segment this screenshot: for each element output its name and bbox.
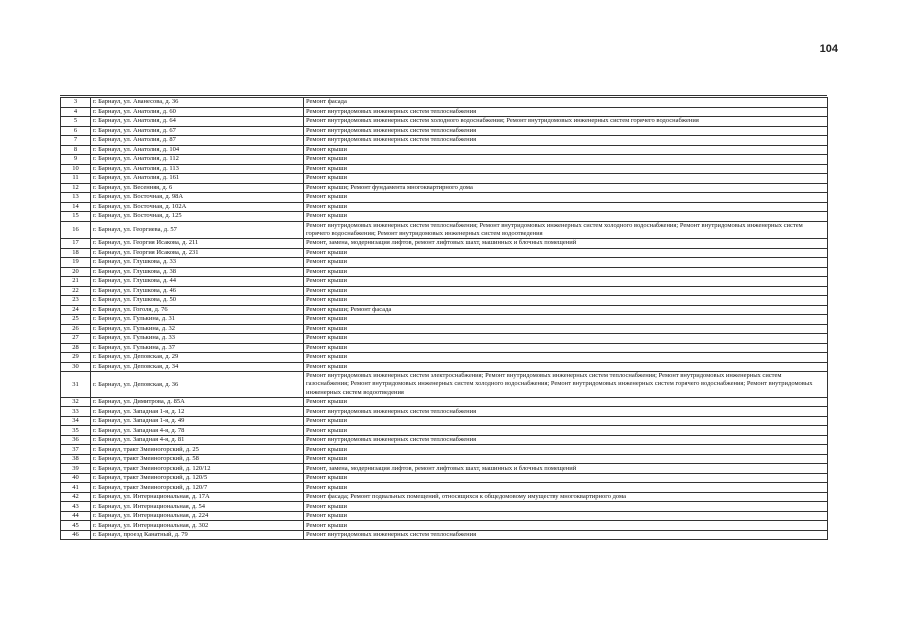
table-row [61, 155, 828, 165]
address-cell: г. Барнаул, ул. Западная 4-я, д. 81 [91, 435, 304, 445]
table-row [61, 445, 828, 455]
row-number-cell: 37 [61, 445, 91, 455]
page-number: 104 [819, 43, 838, 55]
address-cell: г. Барнаул, ул. Анатолия, д. 113 [91, 164, 304, 174]
table-row [61, 164, 828, 174]
address-cell: г. Барнаул, ул. Гулькина, д. 37 [91, 343, 304, 353]
works-cell: Ремонт крыши; Ремонт фасада [304, 305, 828, 315]
row-number-cell: 14 [61, 202, 91, 212]
row-number-cell: 25 [61, 315, 91, 325]
works-cell: Ремонт внутридомовых инженерных систем теплоснабжения [304, 107, 828, 117]
row-number-cell: 21 [61, 277, 91, 287]
row-number-cell: 18 [61, 248, 91, 258]
repair-register-table [60, 97, 828, 540]
table-row [61, 98, 828, 108]
table-row [61, 353, 828, 363]
table-row [61, 117, 828, 127]
table-row [61, 145, 828, 155]
address-cell: г. Барнаул, ул. Деповская, д. 29 [91, 353, 304, 363]
table-row [61, 212, 828, 222]
table-row [61, 202, 828, 212]
works-cell: Ремонт крыши [304, 483, 828, 493]
row-number-cell: 41 [61, 483, 91, 493]
address-cell: г. Барнаул, ул. Георгиева, д. 57 [91, 221, 304, 239]
table-row [61, 305, 828, 315]
row-number-cell: 33 [61, 407, 91, 417]
works-cell: Ремонт, замена, модернизация лифтов, ремонт лифтовых шахт, машинных и блочных помещений [304, 464, 828, 474]
table-row [61, 372, 828, 398]
works-cell: Ремонт крыши [304, 454, 828, 464]
address-cell: г. Барнаул, ул. Интернациональная, д. 224 [91, 511, 304, 521]
row-number-cell: 11 [61, 174, 91, 184]
works-cell: Ремонт, замена, модернизация лифтов, ремонт лифтовых шахт, машинных и блочных помещений [304, 239, 828, 249]
address-cell: г. Барнаул, ул. Интернациональная, д. 17А [91, 492, 304, 502]
address-cell: г. Барнаул, ул. Западная 4-я, д. 78 [91, 426, 304, 436]
table-row [61, 435, 828, 445]
address-cell: г. Барнаул, ул. Гулькина, д. 31 [91, 315, 304, 325]
works-cell: Ремонт крыши [304, 212, 828, 222]
row-number-cell: 36 [61, 435, 91, 445]
table-row [61, 258, 828, 268]
table-row [61, 193, 828, 203]
works-cell: Ремонт крыши [304, 277, 828, 287]
address-cell: г. Барнаул, ул. Гоголя, д. 76 [91, 305, 304, 315]
address-cell: г. Барнаул, ул. Аванесова, д. 36 [91, 98, 304, 108]
works-cell: Ремонт крыши [304, 502, 828, 512]
row-number-cell: 30 [61, 362, 91, 372]
address-cell: г. Барнаул, ул. Анатолия, д. 67 [91, 126, 304, 136]
row-number-cell: 17 [61, 239, 91, 249]
table-top-rule [60, 95, 827, 96]
row-number-cell: 39 [61, 464, 91, 474]
works-cell: Ремонт внутридомовых инженерных систем теплоснабжения; Ремонт внутридомовых инженерных систем холодного водоснабжения; Ремонт внутридомовых инженерных систем горячего водоснабжения; Ремонт внутридомовых инженерных систем водоотведения [304, 221, 828, 239]
row-number-cell: 32 [61, 397, 91, 407]
table-row [61, 362, 828, 372]
address-cell: г. Барнаул, ул. Димитрова, д. 85А [91, 397, 304, 407]
works-cell: Ремонт внутридомовых инженерных систем теплоснабжения [304, 435, 828, 445]
table-row [61, 334, 828, 344]
works-cell: Ремонт крыши [304, 511, 828, 521]
address-cell: г. Барнаул, ул. Глушкова, д. 38 [91, 267, 304, 277]
row-number-cell: 27 [61, 334, 91, 344]
row-number-cell: 9 [61, 155, 91, 165]
works-cell: Ремонт крыши [304, 145, 828, 155]
works-cell: Ремонт внутридомовых инженерных систем электроснабжения; Ремонт внутридомовых инженерных систем теплоснабжения; Ремонт внутридомовых инженерных систем газоснабжения; Ремонт внутридомовых инженерных систем холодного водоснабжения; Ремонт внутридомовых инженерных систем горячего водоснабжения; Ремонт внутридомовых инженерных систем водоотведения [304, 372, 828, 398]
row-number-cell: 3 [61, 98, 91, 108]
address-cell: г. Барнаул, тракт Змеиногорский, д. 58 [91, 454, 304, 464]
address-cell: г. Барнаул, ул. Георгия Исакова, д. 231 [91, 248, 304, 258]
table-row [61, 239, 828, 249]
address-cell: г. Барнаул, ул. Гулькина, д. 33 [91, 334, 304, 344]
works-cell: Ремонт крыши [304, 334, 828, 344]
row-number-cell: 28 [61, 343, 91, 353]
row-number-cell: 19 [61, 258, 91, 268]
address-cell: г. Барнаул, ул. Восточная, д. 98А [91, 193, 304, 203]
address-cell: г. Барнаул, проезд Канатный, д. 79 [91, 530, 304, 540]
works-cell: Ремонт крыши [304, 164, 828, 174]
row-number-cell: 35 [61, 426, 91, 436]
address-cell: г. Барнаул, ул. Георгия Исакова, д. 211 [91, 239, 304, 249]
table-row [61, 286, 828, 296]
table-row [61, 483, 828, 493]
works-cell: Ремонт крыши [304, 155, 828, 165]
row-number-cell: 20 [61, 267, 91, 277]
works-cell: Ремонт крыши [304, 397, 828, 407]
row-number-cell: 23 [61, 296, 91, 306]
row-number-cell: 29 [61, 353, 91, 363]
row-number-cell: 13 [61, 193, 91, 203]
works-cell: Ремонт крыши [304, 296, 828, 306]
works-cell: Ремонт внутридомовых инженерных систем теплоснабжения [304, 126, 828, 136]
address-cell: г. Барнаул, ул. Деповская, д. 36 [91, 372, 304, 398]
table-row [61, 407, 828, 417]
works-cell: Ремонт крыши [304, 248, 828, 258]
address-cell: г. Барнаул, ул. Глушкова, д. 33 [91, 258, 304, 268]
address-cell: г. Барнаул, ул. Деповская, д. 34 [91, 362, 304, 372]
works-cell: Ремонт крыши [304, 343, 828, 353]
row-number-cell: 10 [61, 164, 91, 174]
address-cell: г. Барнаул, ул. Весенняя, д. 6 [91, 183, 304, 193]
row-number-cell: 8 [61, 145, 91, 155]
row-number-cell: 45 [61, 521, 91, 531]
works-cell: Ремонт крыши; Ремонт фундамента многоквартирного дома [304, 183, 828, 193]
works-cell: Ремонт внутридомовых инженерных систем теплоснабжения [304, 407, 828, 417]
register-body [61, 98, 828, 540]
address-cell: г. Барнаул, ул. Глушкова, д. 50 [91, 296, 304, 306]
row-number-cell: 24 [61, 305, 91, 315]
table-row [61, 315, 828, 325]
works-cell: Ремонт крыши [304, 362, 828, 372]
address-cell: г. Барнаул, ул. Анатолия, д. 112 [91, 155, 304, 165]
works-cell: Ремонт крыши [304, 202, 828, 212]
address-cell: г. Барнаул, ул. Анатолия, д. 87 [91, 136, 304, 146]
address-cell: г. Барнаул, ул. Восточная, д. 102А [91, 202, 304, 212]
row-number-cell: 22 [61, 286, 91, 296]
address-cell: г. Барнаул, тракт Змеиногорский, д. 120/12 [91, 464, 304, 474]
table-row [61, 416, 828, 426]
row-number-cell: 4 [61, 107, 91, 117]
table-row [61, 397, 828, 407]
row-number-cell: 46 [61, 530, 91, 540]
table-row [61, 343, 828, 353]
address-cell: г. Барнаул, ул. Интернациональная, д. 54 [91, 502, 304, 512]
address-cell: г. Барнаул, ул. Западная 1-я, д. 12 [91, 407, 304, 417]
address-cell: г. Барнаул, ул. Интернациональная, д. 302 [91, 521, 304, 531]
table-row [61, 296, 828, 306]
works-cell: Ремонт крыши [304, 445, 828, 455]
row-number-cell: 44 [61, 511, 91, 521]
row-number-cell: 34 [61, 416, 91, 426]
works-cell: Ремонт крыши [304, 426, 828, 436]
works-cell: Ремонт внутридомовых инженерных систем теплоснабжения [304, 136, 828, 146]
table-row [61, 492, 828, 502]
works-cell: Ремонт крыши [304, 353, 828, 363]
table-row [61, 426, 828, 436]
works-cell: Ремонт крыши [304, 286, 828, 296]
address-cell: г. Барнаул, ул. Глушкова, д. 46 [91, 286, 304, 296]
table-row [61, 277, 828, 287]
table-row [61, 473, 828, 483]
table-row [61, 248, 828, 258]
works-cell: Ремонт крыши [304, 174, 828, 184]
table-row [61, 107, 828, 117]
works-cell: Ремонт внутридомовых инженерных систем холодного водоснабжения; Ремонт внутридомовых инженерных систем горячего водоснабжения [304, 117, 828, 127]
row-number-cell: 6 [61, 126, 91, 136]
works-cell: Ремонт крыши [304, 258, 828, 268]
row-number-cell: 38 [61, 454, 91, 464]
table-row [61, 267, 828, 277]
works-cell: Ремонт крыши [304, 416, 828, 426]
row-number-cell: 5 [61, 117, 91, 127]
table-row [61, 174, 828, 184]
address-cell: г. Барнаул, тракт Змеиногорский, д. 120/5 [91, 473, 304, 483]
table-row [61, 502, 828, 512]
table-row [61, 183, 828, 193]
works-cell: Ремонт крыши [304, 267, 828, 277]
works-cell: Ремонт фасада; Ремонт подвальных помещений, относящихся к общедомовому имуществу многоквартирного дома [304, 492, 828, 502]
row-number-cell: 16 [61, 221, 91, 239]
works-cell: Ремонт крыши [304, 521, 828, 531]
works-cell: Ремонт крыши [304, 193, 828, 203]
address-cell: г. Барнаул, ул. Гулькина, д. 32 [91, 324, 304, 334]
row-number-cell: 26 [61, 324, 91, 334]
table-row [61, 126, 828, 136]
row-number-cell: 7 [61, 136, 91, 146]
table-row [61, 324, 828, 334]
row-number-cell: 40 [61, 473, 91, 483]
table-row [61, 221, 828, 239]
table-row [61, 521, 828, 531]
works-cell: Ремонт крыши [304, 315, 828, 325]
row-number-cell: 12 [61, 183, 91, 193]
address-cell: г. Барнаул, тракт Змеиногорский, д. 25 [91, 445, 304, 455]
row-number-cell: 42 [61, 492, 91, 502]
table-row [61, 454, 828, 464]
row-number-cell: 31 [61, 372, 91, 398]
address-cell: г. Барнаул, ул. Анатолия, д. 64 [91, 117, 304, 127]
works-cell: Ремонт крыши [304, 473, 828, 483]
address-cell: г. Барнаул, ул. Восточная, д. 125 [91, 212, 304, 222]
address-cell: г. Барнаул, ул. Западная 1-я, д. 49 [91, 416, 304, 426]
row-number-cell: 15 [61, 212, 91, 222]
address-cell: г. Барнаул, ул. Анатолия, д. 60 [91, 107, 304, 117]
address-cell: г. Барнаул, ул. Анатолия, д. 104 [91, 145, 304, 155]
table-row [61, 464, 828, 474]
row-number-cell: 43 [61, 502, 91, 512]
address-cell: г. Барнаул, ул. Анатолия, д. 161 [91, 174, 304, 184]
works-cell: Ремонт внутридомовых инженерных систем теплоснабжения [304, 530, 828, 540]
table-row [61, 511, 828, 521]
table-row [61, 136, 828, 146]
works-cell: Ремонт крыши [304, 324, 828, 334]
address-cell: г. Барнаул, тракт Змеиногорский, д. 120/7 [91, 483, 304, 493]
table-row [61, 530, 828, 540]
address-cell: г. Барнаул, ул. Глушкова, д. 44 [91, 277, 304, 287]
works-cell: Ремонт фасада [304, 98, 828, 108]
